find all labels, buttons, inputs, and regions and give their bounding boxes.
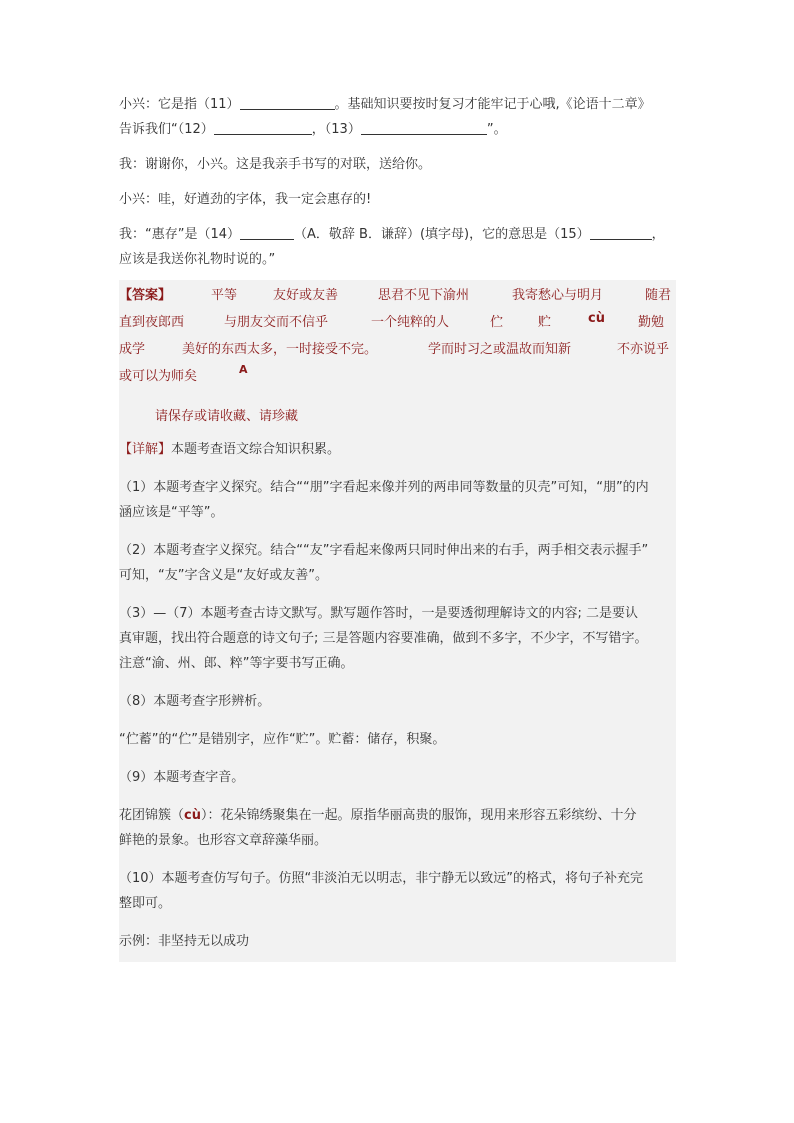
dialog-text: ”。 [486, 122, 507, 137]
answer-item: 成学 [119, 342, 146, 357]
detail-q10-line2: 整即可。 [119, 896, 172, 911]
dialog-text: 。基础知识要按时复习才能牢记于心哦,《论语十二章》 [334, 97, 651, 112]
detail-intro [119, 437, 676, 462]
dialog-line-5 [119, 222, 676, 247]
detail-example: 示例：非坚持无以成功 [119, 934, 250, 949]
blank-14 [240, 225, 294, 240]
blank-15 [590, 225, 652, 240]
answer-item: 随君 [645, 288, 672, 303]
answer-item: 直到夜郎西 [119, 315, 185, 330]
detail-q8: （8）本题考查字形辨析。 [119, 694, 271, 709]
answer-item: A [239, 363, 248, 376]
detail-q3-line1: （3）—（7）本题考查古诗文默写。默写题作答时，一是要透彻理解诗文的内容; 二是要认 [119, 606, 639, 621]
detail-q2-line1: （2）本题考查字义探究。结合““友”字看起来像两只同时伸出来的右手，两手相交表示握手” [119, 543, 649, 558]
dialog-line-4: 小兴：哇，好遒劲的字体，我一定会惠存的! [119, 192, 372, 207]
answer-item: 美好的东西太多，一时接受不完。 [182, 342, 378, 357]
dialog-text: 告诉我们“（12） [119, 122, 214, 137]
dialog-line-1 [119, 92, 676, 117]
answer-item: 我寄愁心与明月 [512, 288, 604, 303]
answer-item: 一个纯粹的人 [371, 315, 450, 330]
answer-item: 与朋友交而不信乎 [224, 315, 329, 330]
detail-q2-line2: 可知，“友”字含义是“友好或友善”。 [119, 568, 328, 583]
detail-q9-line1 [119, 803, 676, 828]
pinyin-text: cù [184, 808, 201, 823]
answer-item: 不亦说乎 [617, 342, 670, 357]
answer-item: 伫 [490, 315, 504, 330]
answer-block [119, 280, 676, 437]
answer-item: 贮 [538, 315, 552, 330]
answer-item: 勤勉 [638, 315, 665, 330]
dialog-text: 我：“惠存”是（14） [119, 227, 241, 242]
answer-label: 【答案】 [119, 288, 172, 303]
answer-item-15: 请保存或请收藏、请珍藏 [155, 409, 299, 424]
answer-item: 思君不见下渝州 [378, 288, 470, 303]
detail-q9-line2: 鲜艳的景象。也形容文章辞藻华丽。 [119, 833, 328, 848]
dialog-line-2 [119, 117, 676, 142]
detail-label: 【详解】 [119, 442, 172, 457]
dialog-text: ， [651, 227, 665, 242]
detail-q10-line1: （10）本题考查仿写句子。仿照“非淡泊无以明志，非宁静无以致远”的格式，将句子补充完 [119, 871, 644, 886]
detail-text: ）：花朵锦绣聚集在一起。原指华丽高贵的服饰，现用来形容五彩缤纷、十分 [200, 808, 637, 823]
detail-block [119, 437, 676, 962]
detail-q1-line1: （1）本题考查字义探究。结合““朋”字看起来像并列的两串同等数量的贝壳”可知，“朋”的内 [119, 480, 649, 495]
detail-text: 本题考查语文综合知识积累。 [171, 442, 341, 457]
detail-q3-line2: 真审题，找出符合题意的诗文句子; 三是答题内容要准确，做到不多字，不少字，不写错字。 [119, 631, 648, 646]
blank-12 [214, 120, 312, 135]
detail-q9: （9）本题考查字音。 [119, 770, 245, 785]
document-page [119, 92, 676, 962]
answer-item: 学而时习之或温故而知新 [428, 342, 572, 357]
detail-q3-line3: 注意“渝、州、郎、粹”等字要书写正确。 [119, 656, 354, 671]
blank-13 [361, 120, 487, 135]
dialog-text: 小兴：它是指（11） [119, 97, 240, 112]
dialog-line-6: 应该是我送你礼物时说的。” [119, 252, 276, 267]
answer-item: cù [588, 311, 605, 326]
detail-q1-line2: 涵应该是“平等”。 [119, 505, 224, 520]
detail-text: 花团锦簇（ [119, 808, 185, 823]
blank-11 [240, 95, 335, 110]
dialog-line-3: 我：谢谢你，小兴。这是我亲手书写的对联，送给你。 [119, 157, 432, 172]
answer-item: 平等 [211, 288, 238, 303]
answer-item: 或可以为师矣 [119, 369, 198, 384]
answer-list [119, 280, 676, 382]
answer-item: 友好或友善 [273, 288, 339, 303]
detail-q8-explain: “伫蓄”的“伫”是错别字，应作“贮”。贮蓄：储存，积聚。 [119, 732, 446, 747]
dialog-text: ，（13） [311, 122, 361, 137]
dialog-text: （A．敬辞 B．谦辞）(填字母)，它的意思是（15） [294, 227, 590, 242]
